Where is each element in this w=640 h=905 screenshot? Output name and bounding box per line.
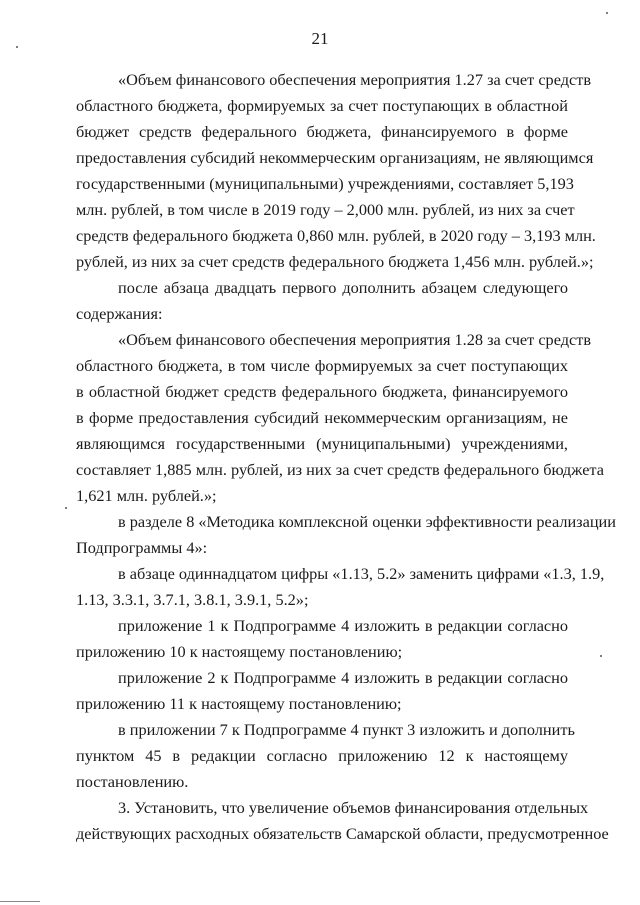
text-line: в разделе 8 «Методика комплексной оценки эффективности реализации	[118, 512, 616, 531]
text-line: Подпрограммы 4»:	[76, 538, 208, 557]
text-line: государственными (муниципальными) учреждениями, составляет 5,193	[76, 174, 574, 193]
scan-speck	[600, 655, 602, 657]
text-line: областного бюджета, формируемых за счет поступающих в областной	[76, 96, 568, 115]
scan-speck	[606, 12, 608, 14]
text-line: предоставления субсидий некоммерческим организациям, не являющимся	[76, 148, 594, 167]
text-line: после абзаца двадцать первого дополнить абзацем следующего	[118, 278, 568, 297]
text-line: бюджет средств федерального бюджета, финансируемого в форме	[76, 122, 568, 141]
text-line: постановлению.	[76, 772, 189, 791]
text-line: составляет 1,885 млн. рублей, из них за счет средств федерального бюджета	[76, 460, 604, 479]
text-line: «Объем финансового обеспечения мероприятия 1.28 за счет средств	[118, 330, 592, 349]
text-line: приложение 1 к Подпрограмме 4 изложить в редакции согласно	[118, 616, 568, 635]
text-line: приложению 11 к настоящему постановлению;	[76, 694, 402, 713]
text-line: содержания:	[76, 304, 163, 323]
text-line: 1.13, 3.3.1, 3.7.1, 3.8.1, 3.9.1, 5.2»;	[76, 590, 309, 609]
text-line: являющимся государственными (муниципальными) учреждениями,	[76, 434, 568, 453]
text-line: 1,621 млн. рублей.»;	[76, 486, 217, 505]
text-line: в приложении 7 к Подпрограмме 4 пункт 3 изложить и дополнить	[118, 720, 575, 739]
page-number: 21	[311, 29, 329, 48]
text-line: областного бюджета, в том числе формируемых за счет поступающих	[76, 356, 568, 375]
scan-speck	[65, 507, 67, 509]
text-line: в областной бюджет средств федерального бюджета, финансируемого	[76, 382, 568, 401]
text-line: средств федерального бюджета 0,860 млн. рублей, в 2020 году – 3,193 млн.	[76, 226, 596, 245]
text-line: рублей, из них за счет средств федерального бюджета 1,456 млн. рублей.»;	[76, 252, 594, 271]
scan-speck	[16, 46, 18, 48]
text-line: приложению 10 к настоящему постановлению;	[76, 642, 403, 661]
text-line: действующих расходных обязательств Самарской области, предусмотренное	[76, 824, 609, 843]
text-line: «Объем финансового обеспечения мероприятия 1.27 за счет средств	[118, 70, 592, 89]
text-line: млн. рублей, в том числе в 2019 году – 2,000 млн. рублей, из них за счет	[76, 200, 575, 219]
text-line: в форме предоставления субсидий некоммерческим организациям, не	[76, 408, 568, 427]
scan-edge-mark	[0, 901, 40, 902]
text-line: пунктом 45 в редакции согласно приложению 12 к настоящему	[76, 746, 568, 765]
text-line: приложение 2 к Подпрограмме 4 изложить в редакции согласно	[118, 668, 568, 687]
text-line: 3. Установить, что увеличение объемов финансирования отдельных	[118, 798, 589, 817]
text-line: в абзаце одиннадцатом цифры «1.13, 5.2» заменить цифрами «1.3, 1.9,	[118, 564, 605, 583]
